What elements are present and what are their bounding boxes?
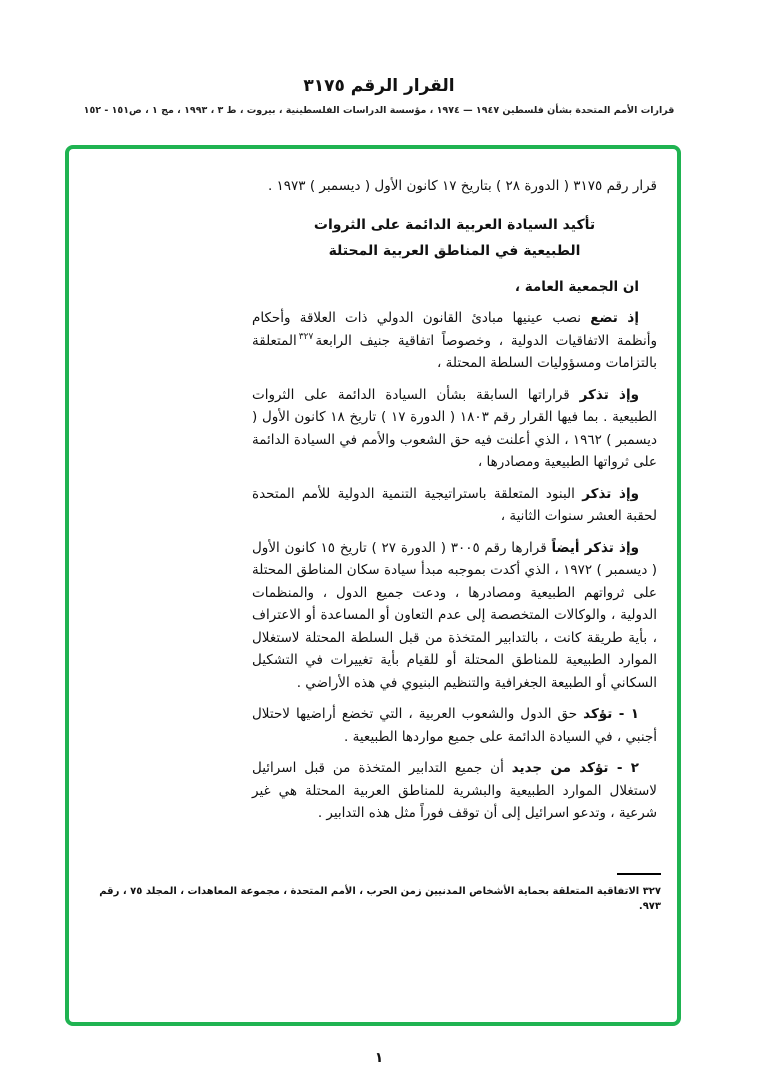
footnote-number: ٣٢٧ xyxy=(642,886,661,897)
preambular-paragraph-2 xyxy=(252,384,657,474)
paragraph-lead: إذ تضع xyxy=(590,310,639,326)
footnote-marker: ٣٢٧ xyxy=(298,332,314,342)
paragraph-text: أن جميع التدابير المتخذة من قبل اسرائيل لاستغلال الموارد الطبيعية والبشرية للمناطق العربية المحتلة هي غير شرعية ، وتدعو اسرائيل إلى أن توقف فوراً مثل هذه التدابير . xyxy=(252,760,657,821)
operative-paragraph-1 xyxy=(252,703,657,748)
paragraph-text: قراراتها السابقة بشأن السيادة الدائمة على الثروات الطبيعية . بما فيها القرار رقم ١٨٠٣ ( الدورة ١٧ ) تاريخ ١٨ كانون الأول ( ديسمبر ) ١٩٦٢ ، الذي أعلنت فيه حق الشعوب والأمم في السيادة الدائمة على ثرواتها الطبيعية ومصادرها ، xyxy=(252,386,657,470)
resolution-heading xyxy=(252,212,657,264)
resolution-heading-line2: الطبيعية في المناطق العربية المحتلة xyxy=(328,242,581,259)
document-header xyxy=(0,0,758,116)
resolution-text xyxy=(69,149,677,825)
footnote-area xyxy=(93,873,661,914)
operative-paragraph-2 xyxy=(252,757,657,825)
resolution-box xyxy=(65,145,681,1026)
paragraph-lead: وإذ تذكر xyxy=(582,485,639,502)
paragraph-text: نصب عينيها مبادئ القانون الدولي ذات العلاقة وأحكام وأنظمة الاتفاقيات الدولية ، وخصوصاً اتفاقية جنيف الرابعة xyxy=(252,310,657,349)
preambular-paragraph-1 xyxy=(252,307,657,375)
source-citation: قرارات الأمم المتحدة بشأن فلسطين ١٩٤٧ — ١٩٧٤ ، مؤسسة الدراسات الفلسطينية ، بيروت ، ط ٣ ، ١٩٩٣ ، مج ١ ، ص١٥١ - ١٥٢ xyxy=(83,105,675,116)
resolution-intro xyxy=(252,175,657,198)
paragraph-lead: ١ - تؤكد xyxy=(583,706,640,722)
preambular-paragraph-4 xyxy=(252,537,657,695)
resolution-heading-line1: تأكيد السيادة العربية الدائمة على الثروات xyxy=(313,216,596,233)
paragraph-lead: وإذ تذكر أيضاً xyxy=(551,539,640,556)
paragraph-text: المتعلقة بالتزامات ومسؤوليات السلطة المحتلة ، xyxy=(252,332,657,371)
paragraph-lead: ٢ - تؤكد من جديد xyxy=(511,760,639,776)
paragraph-lead: وإذ تذكر xyxy=(579,386,639,403)
resolution-intro-text: قرار رقم ٣١٧٥ ( الدورة ٢٨ ) بتاريخ ١٧ كانون الأول ( ديسمبر ) ١٩٧٣ . xyxy=(267,178,657,194)
paragraph-text: قرارها رقم ٣٠٠٥ ( الدورة ٢٧ ) تاريخ ١٥ كانون الأول ( ديسمبر ) ١٩٧٢ ، الذي أكدت بموجبه مبدأ سيادة سكان المناطق المحتلة على ثرواتهم الطبيعية ومصادرها ، ودعت جميع الدول ، والمنظمات الدولية ، والوكالات المتخصصة إلى عدم التعاون أو المساعدة أو الاعتراف ، بأية طريقة كانت ، بالتدابير المتخذة من قبل السلطة المحتلة لاستغلال الموارد الطبيعية للمناطق المحتلة أو للقيام بأية تغييرات في التشكيل السكاني أو الطبيعة الجغرافية والتنظيم البنيوي في هذه الأراضي . xyxy=(252,539,657,691)
page-title: القرار الرقم ٣١٧٥ xyxy=(303,76,455,96)
resolution-opening: ان الجمعية العامة ، xyxy=(514,278,639,295)
preambular-paragraph-3 xyxy=(252,483,657,528)
page-number: ١ xyxy=(374,1050,384,1066)
footnote-content: الاتفاقية المتعلقة بحماية الأشخاص المدنيين زمن الحرب ، الأمم المتحدة ، مجموعة المعاهدات ، المجلد ٧٥ ، رقم ٩٧٣. xyxy=(99,886,661,912)
footnote xyxy=(93,884,661,914)
paragraph-text: حق الدول والشعوب العربية ، التي تخضع أراضيها لاحتلال أجنبي ، في السيادة الدائمة على جميع مواردها الطبيعية . xyxy=(252,706,657,745)
footnote-separator-line xyxy=(617,873,661,875)
paragraph-text: البنود المتعلقة باستراتيجية التنمية الدولية للأمم المتحدة لحقبة العشر سنوات الثانية ، xyxy=(252,485,657,524)
